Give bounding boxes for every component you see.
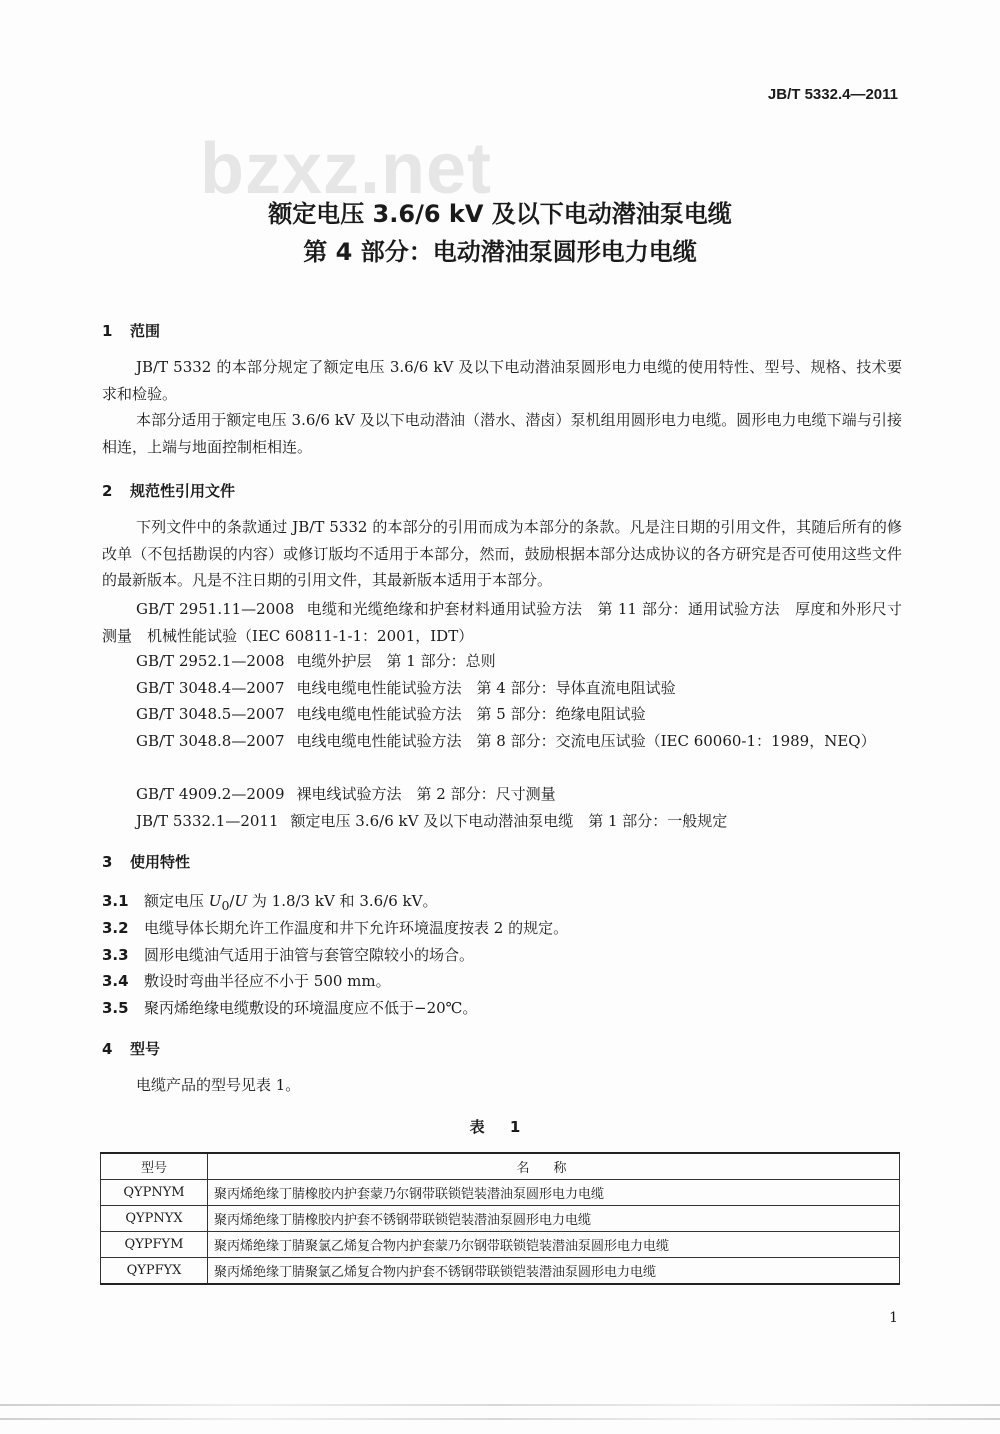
table-row — [101, 1206, 900, 1232]
reference-item — [102, 728, 902, 755]
section-2-intro: 下列文件中的条款通过 JB/T 5332 的本部分的引用而成为本部分的条款。凡是注日期的引用文件，其随后所有的修改单（不包括勘误的内容）或修订版均不适用于本部分，然而，鼓励根据本部分达成协议的各方研究是否可使用这些文件的最新版本。凡是不注日期的引用文件，其最新版本适用于本部分。 — [102, 518, 902, 589]
reference-code: GB/T 3048.5—2007 — [136, 705, 285, 723]
voltage-subscript: 0 — [221, 898, 230, 913]
reference-item — [102, 808, 902, 835]
cell-model: QYPFYX — [101, 1258, 208, 1285]
clause-number: 3.4 — [102, 972, 129, 990]
clause-number: 3.2 — [102, 919, 129, 937]
document-title-line2: 第 4 部分：电动潜油泵圆形电力电缆 — [303, 238, 697, 266]
model-table — [100, 1152, 900, 1285]
scan-artifact-line — [0, 1404, 1000, 1406]
cell-name: 聚丙烯绝缘丁腈聚氯乙烯复合物内护套蒙乃尔钢带联锁铠装潜油泵圆形电力电缆 — [208, 1232, 900, 1258]
cell-name: 聚丙烯绝缘丁腈橡胶内护套蒙乃尔钢带联锁铠装潜油泵圆形电力电缆 — [208, 1180, 900, 1206]
table-row — [101, 1180, 900, 1206]
reference-item — [102, 596, 902, 649]
section-1-paragraph: 本部分适用于额定电压 3.6/6 kV 及以下电动潜油（潜水、潜卤）泵机组用圆形电力电缆。圆形电力电缆下端与引接相连，上端与地面控制柜相连。 — [102, 411, 902, 456]
section-3-heading — [102, 851, 190, 872]
clause-text-suffix: 为 1.8/3 kV 和 3.6/6 kV。 — [247, 892, 438, 910]
section-title: 使用特性 — [130, 853, 191, 871]
reference-item — [102, 781, 902, 808]
clause-text: 电缆导体长期允许工作温度和井下允许环境温度按表 2 的规定。 — [144, 919, 569, 937]
clause-item — [102, 944, 902, 965]
section-title: 型号 — [130, 1040, 161, 1058]
voltage-symbol-u0: U — [208, 892, 222, 910]
clause-item — [102, 890, 902, 913]
clause-text: 圆形电缆油气适用于油管与套管空隙较小的场合。 — [144, 946, 475, 964]
table-header-row — [101, 1153, 900, 1180]
reference-title: 电线电缆电性能试验方法 第 5 部分：绝缘电阻试验 — [296, 705, 646, 723]
table-row — [101, 1258, 900, 1285]
reference-code: GB/T 2951.11—2008 — [136, 600, 295, 618]
reference-code: GB/T 3048.4—2007 — [136, 679, 285, 697]
reference-title: 额定电压 3.6/6 kV 及以下电动潜油泵电缆 第 1 部分：一般规定 — [290, 812, 728, 830]
table-row — [101, 1232, 900, 1258]
page-number: 1 — [889, 1310, 898, 1326]
section-4-paragraph: 电缆产品的型号见表 1。 — [136, 1076, 301, 1094]
cell-model: QYPFYM — [101, 1232, 208, 1258]
section-number: 2 — [102, 482, 113, 500]
reference-code: GB/T 3048.8—2007 — [136, 732, 285, 750]
reference-item — [102, 701, 902, 728]
clause-number: 3.5 — [102, 999, 129, 1017]
cell-name: 聚丙烯绝缘丁腈聚氯乙烯复合物内护套不锈钢带联锁铠装潜油泵圆形电力电缆 — [208, 1258, 900, 1285]
reference-title: 电线电缆电性能试验方法 第 8 部分：交流电压试验（IEC 60060-1：1989，NEQ） — [296, 732, 876, 750]
reference-title: 电缆和光缆绝缘和护套材料通用试验方法 第 11 部分：通用试验方法 厚度和外形尺寸测量 机械性能试验（IEC 60811-1-1：2001，IDT） — [102, 600, 902, 645]
section-2-heading — [102, 480, 235, 501]
standard-code: JB/T 5332.4—2011 — [767, 86, 898, 103]
reference-item — [102, 675, 902, 702]
section-1-paragraph: JB/T 5332 的本部分规定了额定电压 3.6/6 kV 及以下电动潜油泵圆形电力电缆的使用特性、型号、规格、技术要求和检验。 — [102, 358, 902, 403]
clause-number: 3.3 — [102, 946, 129, 964]
slash: / — [229, 892, 235, 910]
cell-model: QYPNYM — [101, 1180, 208, 1206]
clause-number: 3.1 — [102, 892, 129, 910]
clause-item — [102, 970, 902, 991]
section-1-heading — [102, 320, 160, 341]
clause-text: 敷设时弯曲半径应不小于 500 mm。 — [144, 972, 391, 990]
section-title: 范围 — [130, 322, 161, 340]
reference-code: GB/T 4909.2—2009 — [136, 785, 285, 803]
voltage-symbol-u: U — [234, 892, 248, 910]
reference-title: 裸电线试验方法 第 2 部分：尺寸测量 — [296, 785, 556, 803]
section-title: 规范性引用文件 — [130, 482, 236, 500]
header-model: 型号 — [101, 1153, 208, 1180]
reference-title: 电线电缆电性能试验方法 第 4 部分：导体直流电阻试验 — [296, 679, 676, 697]
clause-text: 聚丙烯绝缘电缆敷设的环境温度应不低于−20℃。 — [144, 999, 478, 1017]
clause-item — [102, 917, 902, 938]
table-caption: 表 1 — [469, 1118, 531, 1136]
reference-item — [102, 648, 902, 675]
clause-text-prefix: 额定电压 — [144, 892, 209, 910]
reference-code: GB/T 2952.1—2008 — [136, 652, 285, 670]
clause-item — [102, 997, 902, 1018]
section-number: 4 — [102, 1040, 113, 1058]
reference-title: 电缆外护层 第 1 部分：总则 — [296, 652, 496, 670]
section-number: 3 — [102, 853, 113, 871]
scan-artifact-line — [0, 1418, 1000, 1420]
header-name: 名称 — [208, 1153, 900, 1180]
cell-model: QYPNYX — [101, 1206, 208, 1232]
reference-code: JB/T 5332.1—2011 — [136, 812, 279, 830]
document-title-line1: 额定电压 3.6/6 kV 及以下电动潜油泵电缆 — [268, 200, 732, 228]
watermark-text: bzxz.net — [200, 129, 493, 209]
cell-name: 聚丙烯绝缘丁腈橡胶内护套不锈钢带联锁铠装潜油泵圆形电力电缆 — [208, 1206, 900, 1232]
section-4-heading — [102, 1038, 160, 1059]
section-number: 1 — [102, 322, 113, 340]
